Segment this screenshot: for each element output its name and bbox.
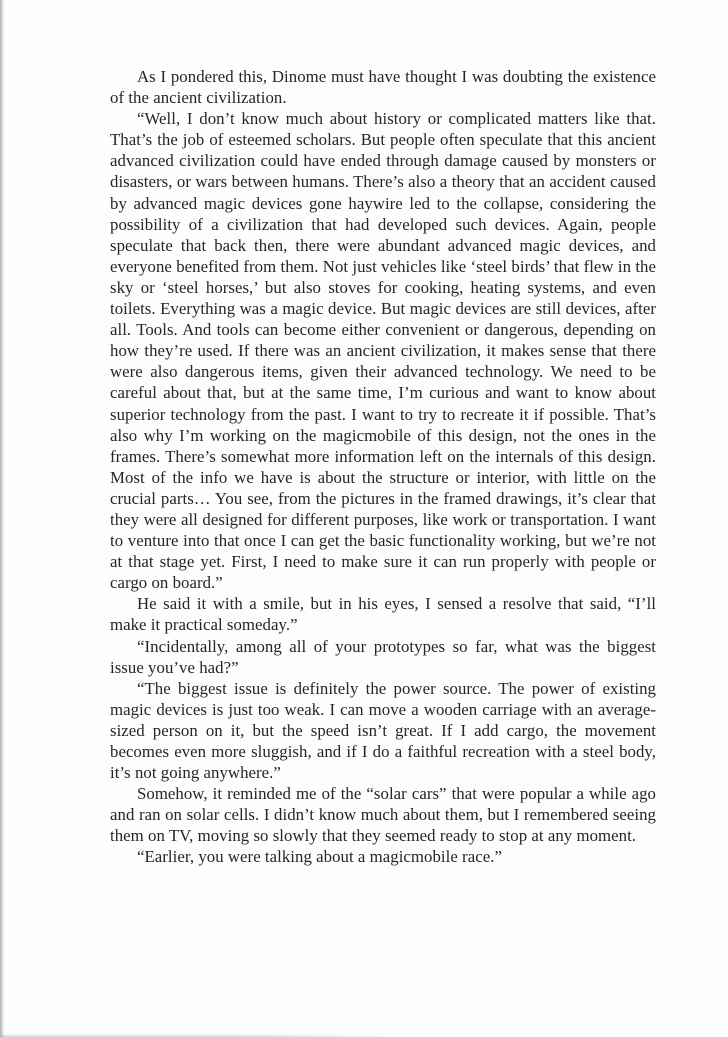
page-edge-shadow-bottom [0,1033,400,1037]
paragraph: “Incidentally, among all of your prototypes so far, what was the biggest issue you’ve had?” [110,636,656,677]
paragraph: He said it with a smile, but in his eyes, I sensed a resolve that said, “I’ll make it practical someday.” [110,594,656,635]
paragraph: Somehow, it reminded me of the “solar cars” that were popular a while ago and ran on solar cells. I didn’t know much about them, but I remembered seeing them on TV, moving so slowly that they seemed ready to stop at any moment. [110,784,656,846]
page-text [110,66,656,868]
paragraph: “Well, I don’t know much about history or complicated matters like that. That’s the job of esteemed scholars. But people often speculate that this ancient advanced civilization could have ended through damage caused by monsters or disasters, or wars between humans. There’s also a theory that an accident caused by advanced magic devices gone haywire led to the collapse, considering the possibility of a civilization that had developed such devices. Again, people speculate that back then, there were abundant advanced magic devices, and everyone benefited from them. Not just vehicles like ‘steel birds’ that flew in the sky or ‘steel horses,’ but also stoves for cooking, heating systems, and even toilets. Everything was a magic device. But magic devices are still devices, after all. Tools. And tools can become either convenient or dangerous, depending on how they’re used. If there was an ancient civilization, it makes sense that there were also dangerous items, given their advanced technology. We need to be careful about that, but at the same time, I’m curious and want to know about superior technology from the past. I want to try to recreate it if possible. That’s also why I’m working on the magicmobile of this design, not the ones in the frames. There’s somewhat more information left on the internals of this design. Most of the info we have is about the structure or interior, with little on the crucial parts… You see, from the pictures in the framed drawings, it’s clear that they were all designed for different purposes, like work or transportation. I want to venture into that once I can get the basic functionality working, but we’re not at that stage yet. First, I need to make sure it can run properly with people or cargo on board.” [110,109,656,593]
paragraph: “The biggest issue is definitely the power source. The power of existing magic devices is just too weak. I can move a wooden carriage with an average-sized person on it, but the speed isn’t great. If I add cargo, the movement becomes even more sluggish, and if I do a faithful recreation with a steel body, it’s not going anywhere.” [110,678,656,783]
page-edge-shadow-left [0,0,5,1037]
paragraph: As I pondered this, Dinome must have thought I was doubting the existence of the ancient civilization. [110,67,656,108]
paragraph: “Earlier, you were talking about a magicmobile race.” [137,847,502,867]
